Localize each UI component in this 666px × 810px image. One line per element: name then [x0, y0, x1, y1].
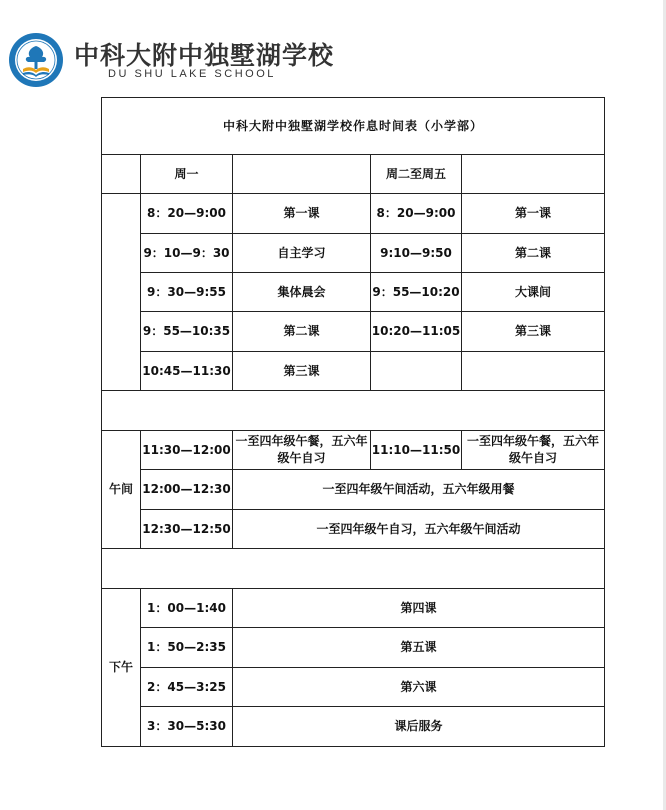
table-title: 中科大附中独墅湖学校作息时间表（小学部） — [102, 98, 605, 155]
empty-cell — [233, 155, 371, 194]
empty-cell — [462, 155, 605, 194]
mon-activity: 第三课 — [233, 352, 371, 391]
activity-cell: 一至四年级午自习，五六年级午间活动 — [233, 510, 605, 549]
column-header-row — [102, 155, 605, 194]
time-cell: 1：50—2:35 — [141, 628, 233, 668]
time-cell: 12:00—12:30 — [141, 470, 233, 510]
school-logo — [8, 32, 64, 88]
tf-time: 9:10—9:50 — [371, 234, 462, 273]
activity-cell: 第六课 — [233, 668, 605, 707]
activity-cell: 课后服务 — [233, 707, 605, 747]
table-row — [102, 628, 605, 668]
table-row — [102, 273, 605, 312]
column-header-mon: 周一 — [141, 155, 233, 194]
tf-activity: 第三课 — [462, 312, 605, 352]
tf-activity — [462, 352, 605, 391]
school-name-cn: 中科大附中独墅湖学校 — [74, 41, 335, 70]
mon-activity: 自主学习 — [233, 234, 371, 273]
column-header-tue-fri: 周二至周五 — [371, 155, 462, 194]
table-row — [102, 234, 605, 273]
spacer-row — [102, 549, 605, 589]
time-cell: 12:30—12:50 — [141, 510, 233, 549]
school-name-en: DU SHU LAKE SCHOOL — [108, 68, 276, 80]
spacer-row — [102, 391, 605, 431]
tf-time: 11:10—11:50 — [371, 431, 462, 470]
schedule-table — [101, 97, 605, 747]
activity-cell: 第四课 — [233, 589, 605, 628]
table-row — [102, 194, 605, 234]
mon-activity: 第二课 — [233, 312, 371, 352]
tf-time — [371, 352, 462, 391]
tf-time: 9：55—10:20 — [371, 273, 462, 312]
empty-cell — [102, 391, 605, 431]
table-row — [102, 352, 605, 391]
table-row — [102, 312, 605, 352]
mon-activity: 集体晨会 — [233, 273, 371, 312]
mon-time: 11:30—12:00 — [141, 431, 233, 470]
time-cell: 2：45—3:25 — [141, 668, 233, 707]
tf-activity: 一至四年级午餐，五六年级午自习 — [462, 431, 605, 470]
time-cell: 1：00—1:40 — [141, 589, 233, 628]
empty-cell — [102, 549, 605, 589]
mon-activity: 第一课 — [233, 194, 371, 234]
time-cell: 3：30—5:30 — [141, 707, 233, 747]
tf-time: 10:20—11:05 — [371, 312, 462, 352]
activity-cell: 一至四年级午间活动，五六年级用餐 — [233, 470, 605, 510]
table-row — [102, 668, 605, 707]
table-row — [102, 431, 605, 470]
table-row — [102, 589, 605, 628]
tf-time: 8：20—9:00 — [371, 194, 462, 234]
activity-cell: 第五课 — [233, 628, 605, 668]
noon-section-label: 午间 — [102, 431, 141, 549]
mon-time: 9：55—10:35 — [141, 312, 233, 352]
mon-time: 9：30—9:55 — [141, 273, 233, 312]
tf-activity: 大课间 — [462, 273, 605, 312]
mon-activity: 一至四年级午餐，五六年级午自习 — [233, 431, 371, 470]
table-row — [102, 510, 605, 549]
mon-time: 8：20—9:00 — [141, 194, 233, 234]
mon-time: 10:45—11:30 — [141, 352, 233, 391]
table-row — [102, 707, 605, 747]
table-row — [102, 470, 605, 510]
title-row — [102, 98, 605, 155]
mon-time: 9：10—9：30 — [141, 234, 233, 273]
tf-activity: 第一课 — [462, 194, 605, 234]
afternoon-section-label: 下午 — [102, 589, 141, 747]
school-header — [8, 28, 335, 88]
tf-activity: 第二课 — [462, 234, 605, 273]
corner-cell — [102, 155, 141, 194]
morning-section-cell — [102, 194, 141, 391]
